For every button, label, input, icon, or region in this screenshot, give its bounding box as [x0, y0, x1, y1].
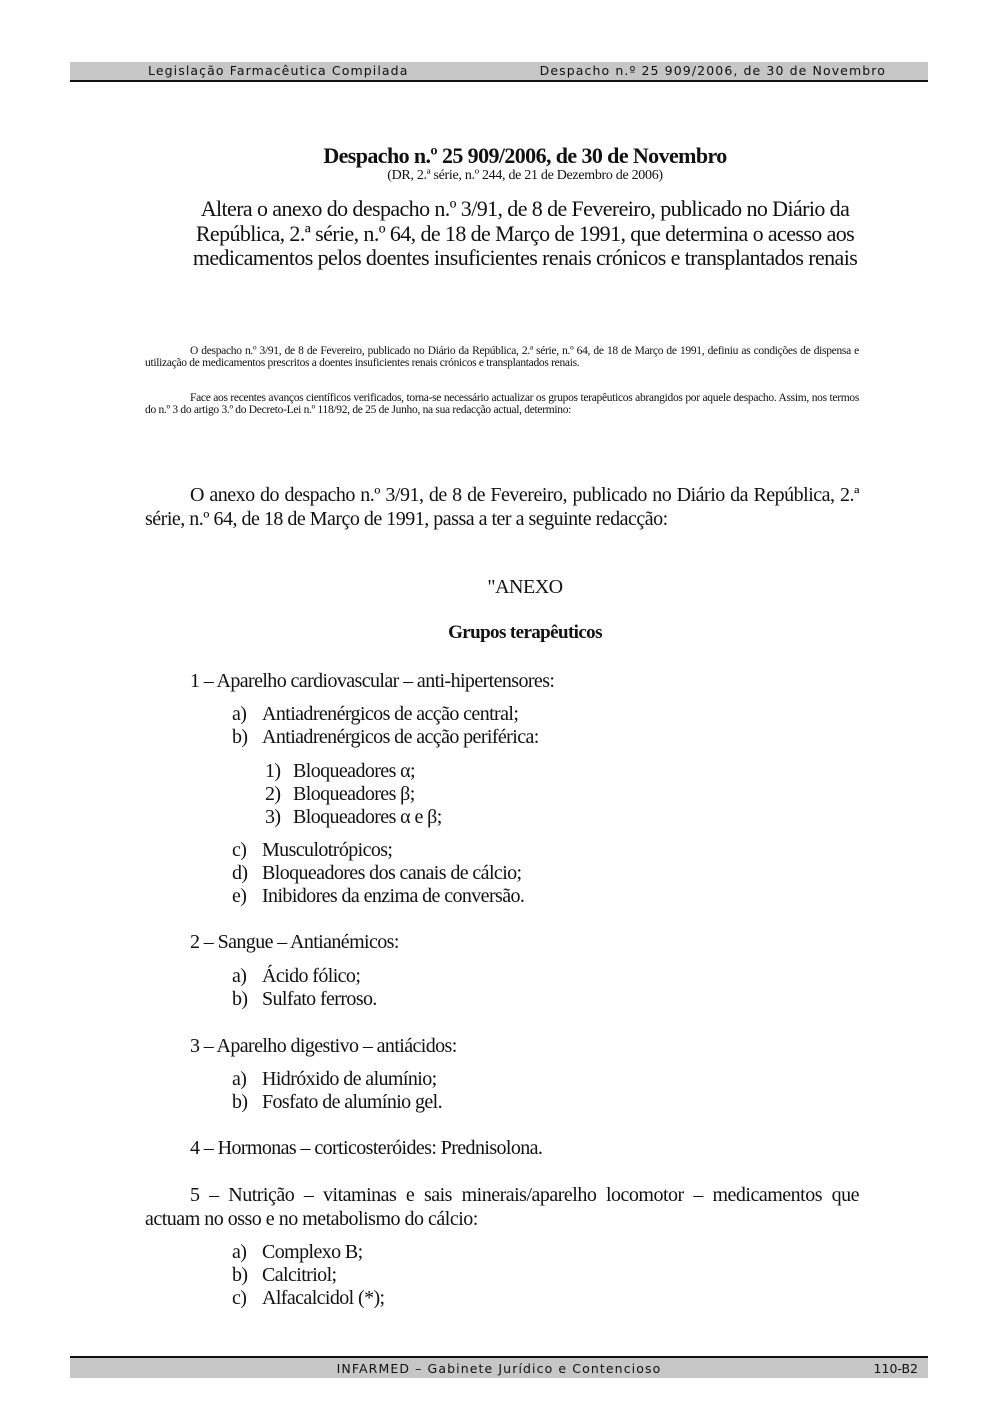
list-item: a) Antiadrenérgicos de acção central; — [232, 703, 519, 725]
groups-title: Grupos terapêuticos — [448, 622, 602, 643]
preamble-paragraph-2: Face aos recentes avanços científicos verificados, torna-se necessário actualizar os grupos terapêuticos abrangidos por aquele despacho. Assim, nos termos do n.º 3 do artigo 3.º do Decreto-Lei n.º 118/92, de 25 de Junho, na sua redacção actual, determino: — [145, 392, 859, 417]
document-title: Despacho n.º 25 909/2006, de 30 de Novembro — [323, 143, 727, 168]
document-summary: Altera o anexo do despacho n.º 3/91, de 8 de Fevereiro, publicado no Diário da República, 2.ª série, n.º 64, de 18 de Março de 1991, que determina o acesso aos medicamentos pelos doentes insuficientes renais crónicos e transplantados renais — [192, 196, 858, 270]
list-item: a) Ácido fólico; — [232, 965, 361, 987]
group-5-label: 5 – Nutrição – vitaminas e sais minerais/aparelho locomotor – medicamentos que actuam no osso e no metabolismo do cálcio: — [145, 1184, 859, 1230]
group-1-label: 1 – Aparelho cardiovascular – anti-hipertensores: — [190, 670, 555, 692]
list-item: a) Complexo B; — [232, 1241, 363, 1263]
group-4-label: 4 – Hormonas – corticosteróides: Prednisolona. — [190, 1137, 543, 1159]
group-3-label: 3 – Aparelho digestivo – antiácidos: — [190, 1035, 457, 1057]
list-item: b) Fosfato de alumínio gel. — [232, 1091, 443, 1113]
header-right-text: Despacho n.º 25 909/2006, de 30 de Novembro — [539, 63, 886, 78]
sub-list-item: 3) Bloqueadores α e β; — [265, 806, 442, 828]
header-left-text: Legislação Farmacêutica Compilada — [148, 63, 409, 78]
list-item: b) Antiadrenérgicos de acção periférica: — [232, 726, 539, 748]
list-item: e) Inibidores da enzima de conversão. — [232, 885, 525, 907]
preamble-paragraph-1: O despacho n.º 3/91, de 8 de Fevereiro, publicado no Diário da República, 2.ª série, n.º 64, de 18 de Março de 1991, definiu as condições de dispensa e utilização de medicamentos prescritos a doentes insuficientes renais crónicos e transplantados renais. — [145, 345, 859, 370]
body-paragraph: O anexo do despacho n.º 3/91, de 8 de Fevereiro, publicado no Diário da República, 2.ª série, n.º 64, de 18 de Março de 1991, passa a ter a seguinte redacção: — [145, 484, 859, 530]
group-2-label: 2 – Sangue – Antianémicos: — [190, 931, 399, 953]
list-item: b) Calcitriol; — [232, 1264, 337, 1286]
list-item: c) Alfacalcidol (*); — [232, 1287, 385, 1309]
list-item: c) Musculotrópicos; — [232, 839, 393, 861]
footer-text: INFARMED – Gabinete Jurídico e Contencioso — [336, 1361, 662, 1376]
list-item: b) Sulfato ferroso. — [232, 988, 377, 1010]
annex-heading: "ANEXO — [487, 576, 563, 598]
list-item: a) Hidróxido de alumínio; — [232, 1068, 437, 1090]
sub-list-item: 2) Bloqueadores β; — [265, 783, 415, 805]
page-number: 110-B2 — [873, 1361, 918, 1376]
page-header — [70, 62, 928, 82]
list-item: d) Bloqueadores dos canais de cálcio; — [232, 862, 522, 884]
page-footer — [70, 1356, 928, 1378]
sub-list-item: 1) Bloqueadores α; — [265, 760, 416, 782]
document-subtitle: (DR, 2.ª série, n.º 244, de 21 de Dezembro de 2006) — [387, 168, 663, 183]
